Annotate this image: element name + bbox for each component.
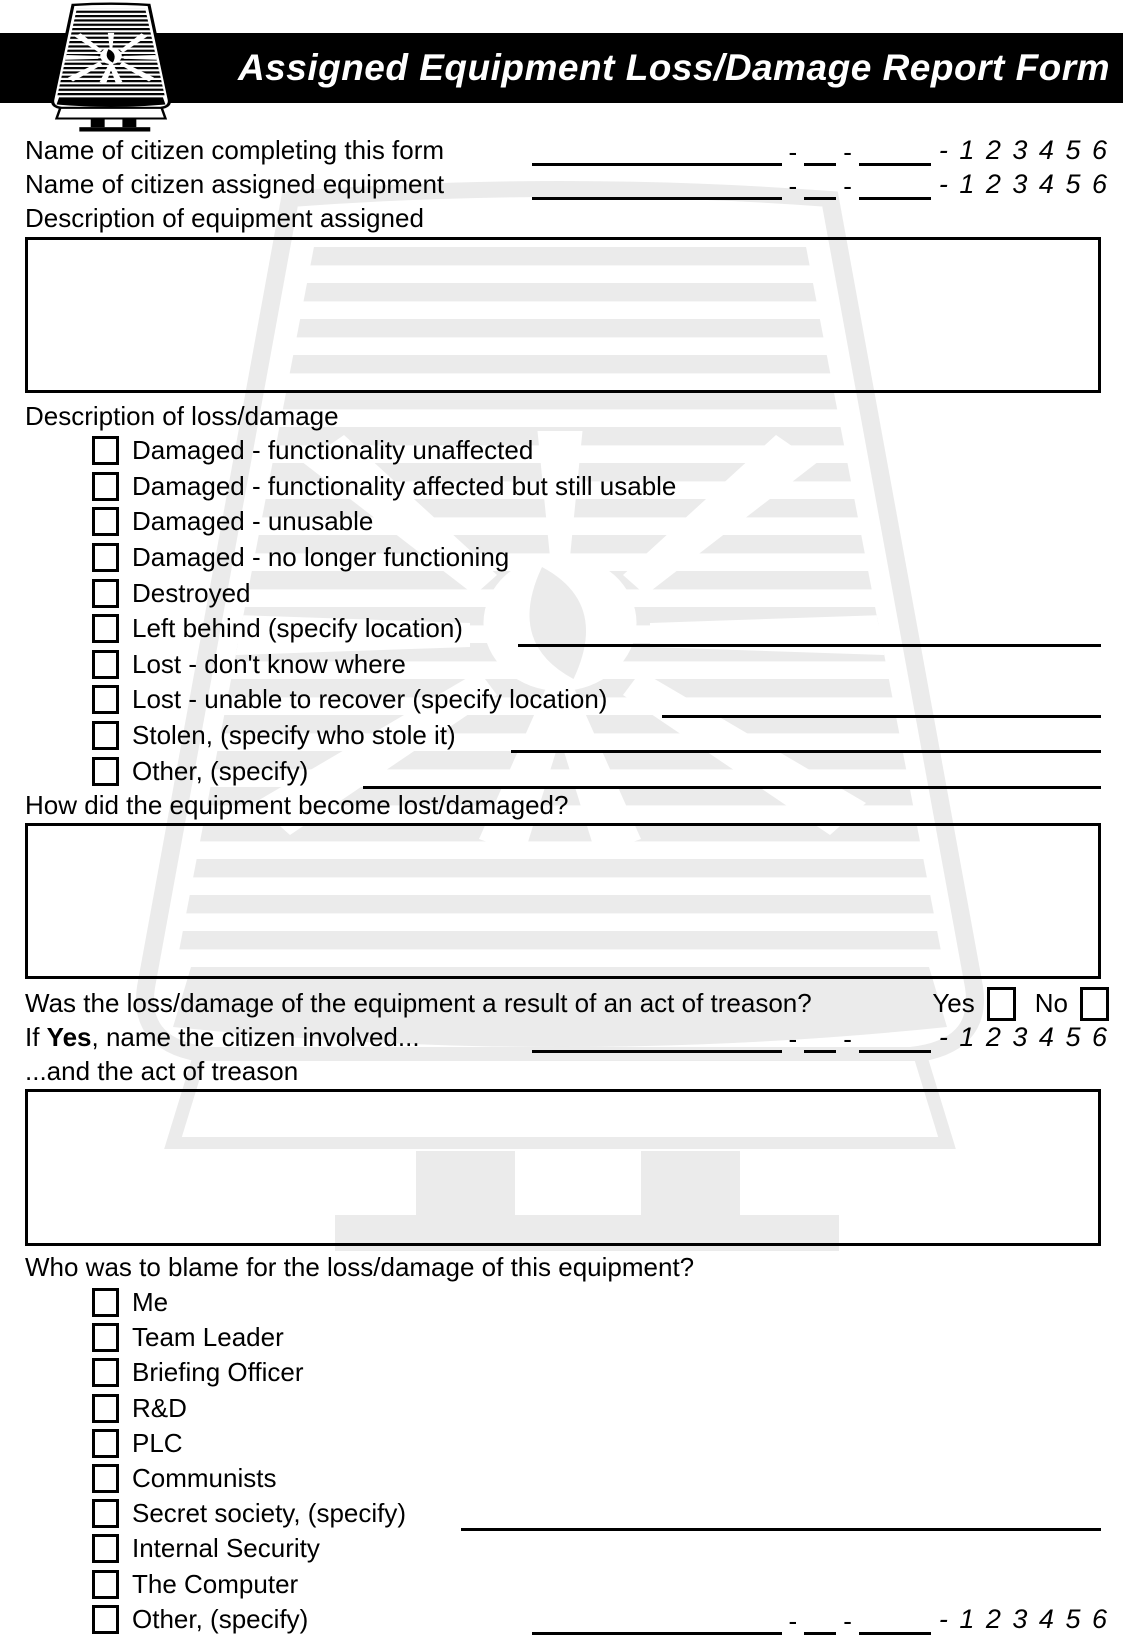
checkbox-loss-other[interactable] [92, 757, 119, 786]
option-label: PLC [132, 1427, 183, 1458]
name-completing-label: Name of citizen completing this form [25, 134, 445, 165]
blame-option-row [25, 1320, 1109, 1355]
option-label: Damaged - functionality affected but still usable [132, 470, 677, 501]
loss-other-specify-line[interactable] [363, 780, 1101, 789]
loss-option-row [25, 611, 1109, 647]
dash: - [843, 1024, 852, 1055]
option-label: Left behind (specify location) [132, 613, 463, 644]
option-label: R&D [132, 1392, 187, 1423]
treason-question-label: Was the loss/damage of the equipment a result of an act of treason? [25, 988, 812, 1019]
loss-option-row [25, 433, 1109, 469]
clone-number-digits[interactable]: - 1 2 3 4 5 6 [938, 168, 1109, 199]
treason-question-row [25, 987, 1109, 1021]
treason-act-heading: ...and the act of treason [25, 1056, 299, 1087]
checkbox-damaged-still-usable[interactable] [92, 472, 119, 501]
checkbox-blame-briefing-officer[interactable] [92, 1358, 119, 1387]
option-label: Communists [132, 1462, 277, 1493]
if-prefix: If [25, 1022, 47, 1053]
how-lost-box[interactable] [25, 823, 1101, 979]
treason-act-box[interactable] [25, 1089, 1101, 1246]
loss-option-row [25, 753, 1109, 789]
form-title: Assigned Equipment Loss/Damage Report Form [237, 47, 1111, 88]
blame-option-row [25, 1566, 1109, 1601]
clone-number-digits[interactable]: - 1 2 3 4 5 6 [938, 1022, 1109, 1053]
stolen-by-line[interactable] [511, 744, 1101, 753]
clearance-line[interactable] [804, 1627, 836, 1635]
loss-option-row [25, 504, 1109, 540]
treason-citizen-name-line[interactable] [532, 1045, 782, 1053]
checkbox-damaged-unaffected[interactable] [92, 436, 119, 465]
option-label: Lost - don't know where [132, 648, 406, 679]
checkbox-blame-rnd[interactable] [92, 1394, 119, 1423]
blame-option-row [25, 1461, 1109, 1496]
if-yes-bold: Yes [46, 1022, 92, 1053]
blame-option-row [25, 1602, 1109, 1637]
checkbox-blame-me[interactable] [92, 1288, 119, 1317]
blame-option-row [25, 1531, 1109, 1566]
option-label: Damaged - unusable [132, 506, 374, 537]
left-behind-location-line[interactable] [518, 638, 1101, 647]
checkbox-lost-unrecoverable[interactable] [92, 685, 119, 714]
sector-line[interactable] [859, 192, 931, 200]
blame-option-row [25, 1426, 1109, 1461]
loss-option-row [25, 718, 1109, 754]
how-lost-heading: How did the equipment become lost/damaged? [25, 790, 569, 821]
blame-option-row [25, 1496, 1109, 1531]
yes-label: Yes [932, 988, 975, 1019]
dash: - [843, 1605, 852, 1636]
name-assigned-label: Name of citizen assigned equipment [25, 168, 445, 199]
checkbox-destroyed[interactable] [92, 579, 119, 608]
option-label: Team Leader [132, 1322, 284, 1353]
blame-option-row [25, 1285, 1109, 1320]
loss-option-row [25, 647, 1109, 683]
loss-option-row [25, 682, 1109, 718]
dash: - [843, 170, 852, 201]
equipment-description-heading: Description of equipment assigned [25, 202, 424, 233]
sector-line[interactable] [859, 1045, 931, 1053]
option-label: Damaged - no longer functioning [132, 542, 510, 573]
option-label: Other, (specify) [132, 755, 309, 786]
option-label: Other, (specify) [132, 1603, 309, 1634]
name-completing-row [25, 133, 1109, 167]
dash: - [843, 136, 852, 167]
checkbox-damaged-not-functioning[interactable] [92, 543, 119, 572]
dash: - [788, 170, 798, 201]
option-label: Briefing Officer [132, 1357, 304, 1388]
equipment-description-box[interactable] [25, 237, 1101, 393]
name-assigned-row [25, 167, 1109, 201]
blame-other-name-line[interactable] [532, 1627, 782, 1635]
clearance-line[interactable] [804, 158, 836, 166]
option-label: The Computer [132, 1568, 299, 1599]
lost-location-line[interactable] [662, 709, 1101, 718]
checkbox-blame-secret-society[interactable] [92, 1499, 119, 1528]
checkbox-stolen[interactable] [92, 721, 119, 750]
blame-option-row [25, 1391, 1109, 1426]
dash: - [788, 1605, 798, 1636]
loss-description-heading: Description of loss/damage [25, 400, 339, 431]
secret-society-specify-line[interactable] [461, 1522, 1101, 1531]
dash: - [788, 136, 798, 167]
checkbox-blame-communists[interactable] [92, 1464, 119, 1493]
if-suffix: , name the citizen involved... [91, 1022, 420, 1053]
option-label: Secret society, (specify) [132, 1498, 407, 1529]
name-assigned-line[interactable] [532, 192, 782, 200]
option-label: Internal Security [132, 1533, 320, 1564]
checkbox-blame-the-computer[interactable] [92, 1570, 119, 1599]
computer-logo-icon [35, 2, 187, 132]
loss-option-row [25, 469, 1109, 505]
loss-option-row [25, 540, 1109, 576]
checkbox-blame-plc[interactable] [92, 1429, 119, 1458]
blame-option-row [25, 1355, 1109, 1390]
checkbox-damaged-unusable[interactable] [92, 507, 119, 536]
option-label: Lost - unable to recover (specify location) [132, 684, 608, 715]
treason-citizen-row [25, 1021, 1109, 1055]
checkbox-treason-no[interactable] [1080, 987, 1109, 1021]
clone-number-digits[interactable]: - 1 2 3 4 5 6 [938, 1603, 1109, 1634]
sector-line[interactable] [859, 158, 931, 166]
checkbox-blame-other[interactable] [92, 1605, 119, 1634]
no-label: No [1034, 988, 1068, 1019]
option-label: Stolen, (specify who stole it) [132, 720, 456, 751]
option-label: Me [132, 1287, 169, 1318]
checkbox-blame-internal-security[interactable] [92, 1534, 119, 1563]
checkbox-blame-team-leader[interactable] [92, 1323, 119, 1352]
clone-number-digits[interactable]: - 1 2 3 4 5 6 [938, 134, 1109, 165]
option-label: Damaged - functionality unaffected [132, 435, 534, 466]
loss-option-row [25, 575, 1109, 611]
checkbox-lost-unknown[interactable] [92, 650, 119, 679]
sector-line[interactable] [859, 1627, 931, 1635]
blame-heading: Who was to blame for the loss/damage of this equipment? [25, 1252, 695, 1283]
option-label: Destroyed [132, 577, 251, 608]
clearance-line[interactable] [804, 192, 836, 200]
checkbox-treason-yes[interactable] [987, 987, 1016, 1021]
name-completing-line[interactable] [532, 158, 782, 166]
checkbox-left-behind[interactable] [92, 614, 119, 643]
clearance-line[interactable] [804, 1045, 836, 1053]
dash: - [788, 1024, 798, 1055]
